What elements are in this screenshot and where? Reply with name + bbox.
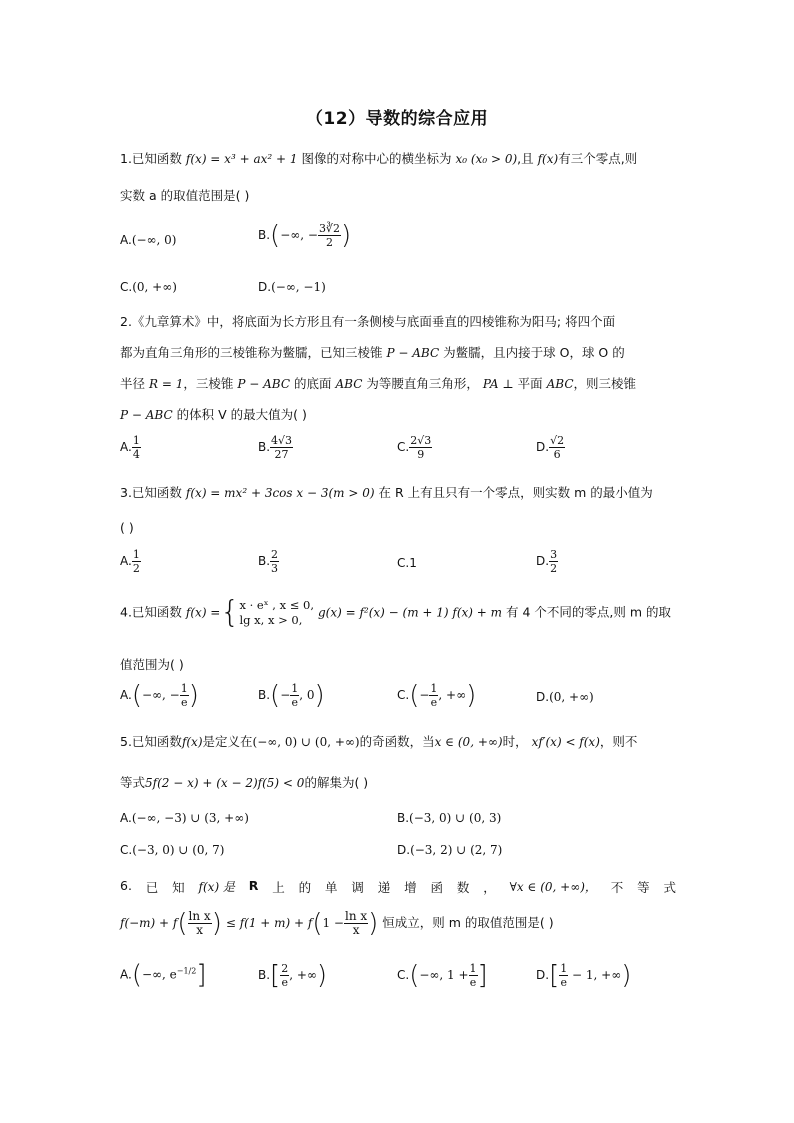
- denominator: x: [196, 923, 203, 937]
- q5-line-1: [120, 732, 637, 750]
- option-value: (−3, 0) ∪ (0, 3): [409, 811, 502, 825]
- fraction: [318, 222, 341, 249]
- q1-option-b[interactable]: [258, 222, 351, 249]
- q5-text: 是定义在: [202, 734, 253, 749]
- q2-text: ，三棱锥: [183, 376, 234, 391]
- paren: (: [409, 680, 420, 711]
- q2-text: 平面: [517, 376, 543, 391]
- q5-fx: f(x): [181, 735, 203, 749]
- option-label: D.: [536, 440, 550, 454]
- q5-text: 的解集为( ): [304, 775, 369, 790]
- denominator: 6: [553, 448, 561, 461]
- q2-option-c[interactable]: [397, 434, 432, 461]
- q2-text: 都为直角三角形的三棱锥称为鳖臑，已知三棱锥: [120, 345, 383, 360]
- bracket: [: [270, 960, 281, 991]
- q4-text: 有 4 个不同的零点,则 m 的取: [506, 604, 672, 620]
- q2-option-d[interactable]: [536, 434, 565, 461]
- option-label: A.: [120, 440, 132, 454]
- fraction: [180, 682, 189, 709]
- q6-word: 上: [272, 880, 285, 895]
- q1-option-c[interactable]: [120, 280, 177, 294]
- option-value: (−∞, −1): [271, 280, 326, 294]
- option-label: A.: [120, 233, 132, 247]
- q2-text: ，则三棱锥: [573, 376, 637, 391]
- option-label: D.: [258, 280, 272, 294]
- option-value: (−3, 2) ∪ (2, 7): [410, 843, 503, 857]
- option-label: D.: [536, 690, 550, 704]
- option-label: B.: [258, 554, 271, 568]
- denominator: e: [180, 696, 188, 709]
- numerator: ln x: [345, 909, 368, 923]
- case-1: x · eˣ , x ≤ 0,: [239, 598, 314, 612]
- exponent: −1/2: [176, 966, 197, 976]
- q5-text: 5.已知函数: [120, 734, 182, 749]
- bracket: ]: [196, 960, 207, 990]
- denominator: 9: [417, 448, 425, 461]
- q2-text: 的底面: [294, 376, 332, 391]
- denominator: e: [291, 696, 299, 709]
- option-value: , 0: [299, 688, 315, 702]
- paren: (: [270, 220, 281, 251]
- paren: (: [312, 908, 323, 939]
- q4-text: 4.已知函数: [120, 604, 182, 620]
- paren: (: [409, 960, 420, 991]
- fraction: [559, 962, 568, 989]
- q4-line-1: [120, 595, 672, 630]
- q5-domain: (−∞, 0) ∪ (0, +∞): [252, 735, 360, 749]
- q3-option-a[interactable]: [120, 548, 141, 575]
- denominator: e: [469, 976, 477, 989]
- denominator: 4: [132, 448, 140, 461]
- denominator: e: [430, 696, 438, 709]
- bracket: [: [549, 960, 560, 991]
- option-value: − 1, +∞: [568, 968, 622, 982]
- q1-function: f(x) = x³ + ax² + 1: [185, 152, 298, 166]
- denominator: 2: [325, 236, 333, 249]
- fraction: [549, 548, 558, 575]
- q5-option-d[interactable]: [397, 843, 502, 857]
- q2-text: 半径: [120, 376, 146, 391]
- option-label: B.: [397, 811, 410, 825]
- option-value: (−∞, 0): [131, 233, 177, 247]
- q2-line-4: [120, 405, 307, 423]
- option-value: −∞, e: [141, 967, 177, 982]
- q5-line-2: [120, 773, 368, 791]
- q6-word: 递: [377, 880, 391, 895]
- q3-text: 在 R 上有且只有一个零点，则实数 m 的最小值为: [378, 485, 653, 500]
- q6-word: 函: [430, 880, 444, 895]
- q4-function: f(x) =: [185, 605, 221, 620]
- q2-line-1: 2.《九章算术》中，将底面为长方形且有一条侧棱与底面垂直的四棱锥称为阳马; 将四个面: [120, 314, 616, 329]
- q6-option-b[interactable]: [258, 962, 327, 989]
- q6-line-1: [120, 878, 676, 896]
- paren: ): [466, 680, 477, 711]
- q1-fx: f(x): [537, 152, 559, 166]
- q3-option-b[interactable]: [258, 548, 279, 575]
- fraction: [188, 910, 212, 937]
- denominator: e: [281, 976, 288, 989]
- fraction: [549, 434, 565, 461]
- paren: (: [131, 960, 142, 990]
- option-label: B.: [258, 228, 271, 242]
- option-label: A.: [120, 811, 132, 825]
- q5-option-b[interactable]: [397, 811, 501, 825]
- q4-option-d[interactable]: [536, 690, 594, 704]
- option-label: C.: [397, 688, 410, 702]
- q3-option-d[interactable]: [536, 548, 558, 575]
- q6-word: 6.: [120, 878, 132, 893]
- q4-g-function: g(x) = f²(x) − (m + 1) f(x) + m: [317, 605, 503, 620]
- q1-x0: x₀ (x₀ > 0): [455, 152, 518, 166]
- q3-text: 3.已知函数: [120, 485, 182, 500]
- numerator: 1: [132, 548, 140, 561]
- option-label: D.: [536, 968, 550, 982]
- option-value: −∞, −: [280, 228, 318, 242]
- q1-option-d[interactable]: [258, 280, 326, 294]
- q2-text: 的体积 V 的最大值为( ): [176, 407, 307, 422]
- q2-option-b[interactable]: [258, 434, 293, 461]
- option-label: C.: [120, 843, 133, 857]
- q2-math: P − ABC: [237, 377, 291, 391]
- q5-text: 等式: [120, 775, 146, 790]
- q6-word: 数: [456, 880, 470, 895]
- q6-word: 式: [663, 880, 676, 895]
- option-value: , +∞: [289, 968, 317, 982]
- q4-option-b[interactable]: [258, 682, 325, 709]
- numerator: 1: [180, 682, 188, 695]
- brace: {: [220, 595, 240, 630]
- q2-math: R = 1: [149, 377, 184, 391]
- case-2: lg x, x > 0,: [239, 613, 303, 627]
- numerator: 4√3: [271, 434, 293, 447]
- q6-word: 已: [145, 880, 159, 895]
- paren: ): [316, 960, 328, 991]
- q6-word: ，: [483, 880, 496, 895]
- q5-inequality-2: 5f(2 − x) + (x − 2)f(5) < 0: [145, 776, 305, 790]
- q2-math: P − ABC: [386, 346, 440, 360]
- option-label: A.: [120, 554, 132, 568]
- q4-line-2: 值范围为( ): [120, 657, 184, 672]
- option-label: C.: [397, 968, 410, 982]
- numerator: 2: [271, 548, 279, 561]
- fraction: [409, 434, 432, 461]
- q1-option-a[interactable]: [120, 233, 177, 247]
- fraction: [132, 548, 141, 575]
- q6-word: 增: [404, 880, 417, 895]
- fraction: [270, 434, 293, 461]
- q6-word: R: [248, 878, 259, 893]
- fraction: [280, 962, 289, 989]
- paren: ): [314, 680, 325, 711]
- option-label: C.: [120, 280, 133, 294]
- denominator: x: [352, 923, 360, 937]
- q6-word: 不: [610, 880, 624, 895]
- option-value: (0, +∞): [132, 280, 177, 294]
- numerator: 1: [291, 682, 299, 695]
- q6-math: f(−m) + f: [120, 916, 178, 930]
- q2-option-a[interactable]: [120, 434, 141, 461]
- numerator: 2: [281, 962, 289, 975]
- q6-word: ∀x ∈ (0, +∞)，: [509, 880, 597, 894]
- q6-math: 1 −: [322, 916, 344, 930]
- fraction: [132, 434, 141, 461]
- numerator: 1: [560, 962, 568, 975]
- denominator: 3: [271, 562, 279, 575]
- paren: (: [131, 680, 142, 711]
- q6-option-a[interactable]: [120, 962, 206, 988]
- q2-math: PA ⊥: [482, 377, 514, 391]
- denominator: e: [560, 976, 567, 989]
- q5-inequality: xf′(x) < f(x): [531, 735, 600, 749]
- option-value: −∞, 1 +: [419, 968, 469, 982]
- q6-word: 的: [298, 880, 312, 895]
- numerator: 2√3: [410, 434, 432, 447]
- option-value: −: [419, 688, 430, 702]
- numerator: 1: [430, 682, 438, 695]
- q6-word: 单: [325, 880, 338, 895]
- q2-text: 为等腰直角三角形，: [366, 376, 479, 391]
- q6-word: 等: [637, 880, 650, 895]
- q6-option-c[interactable]: [397, 962, 488, 989]
- q2-line-2: [120, 343, 625, 361]
- denominator: 27: [274, 448, 289, 461]
- bracket: ]: [477, 960, 488, 991]
- numerator: 1: [469, 962, 477, 975]
- option-value: (−3, 0) ∪ (0, 7): [132, 843, 225, 857]
- fraction: [469, 962, 478, 989]
- numerator: ln x: [188, 909, 211, 923]
- option-label: C.: [397, 440, 410, 454]
- paren: ): [340, 220, 352, 251]
- denominator: 2: [550, 562, 558, 575]
- q2-math: ABC: [335, 377, 363, 391]
- paren: (: [177, 908, 188, 939]
- option-value: , +∞: [438, 688, 467, 702]
- option-label: C.1: [397, 556, 417, 570]
- paren: (: [270, 680, 281, 711]
- option-label: D.: [536, 554, 550, 568]
- q6-word: f(x) 是: [198, 880, 235, 894]
- q5-text: 的奇函数，当: [359, 734, 435, 749]
- numerator: 1: [132, 434, 140, 447]
- paren: ): [368, 908, 379, 939]
- option-label: B.: [258, 968, 271, 982]
- q3-line-1: [120, 483, 653, 501]
- numerator: 3∛2: [318, 222, 340, 235]
- option-label: D.: [397, 843, 411, 857]
- q5-text: 时，: [502, 734, 528, 749]
- q2-line-3: [120, 374, 636, 392]
- fraction: [344, 910, 368, 937]
- q1-line-2: 实数 a 的取值范围是( ): [120, 188, 250, 203]
- q2-text: 为鳖臑，且内接于球 O，球 O 的: [443, 345, 625, 360]
- numerator: √2: [550, 434, 565, 447]
- q1-line-1: [120, 149, 637, 167]
- option-label: B.: [258, 440, 271, 454]
- page-title: （12）导数的综合应用: [305, 109, 489, 129]
- paren: ): [188, 680, 199, 711]
- q5-option-a[interactable]: [120, 811, 249, 825]
- q4-option-c[interactable]: [397, 682, 476, 709]
- option-value: −∞, −: [141, 688, 180, 702]
- q6-word: 知: [172, 880, 185, 895]
- option-value: (−∞, −3) ∪ (3, +∞): [131, 811, 249, 825]
- q3-function: f(x) = mx² + 3cos x − 3(m > 0): [185, 486, 375, 500]
- fraction: [270, 548, 279, 575]
- q6-math: ≤ f(1 + m) + f: [225, 916, 313, 930]
- paren: ): [211, 908, 222, 939]
- q6-option-d[interactable]: [536, 962, 631, 989]
- q1-text: ,且: [517, 151, 534, 166]
- q4-option-a[interactable]: [120, 682, 199, 709]
- q4-cases: [239, 598, 314, 628]
- q5-text: ，则不: [599, 734, 638, 749]
- q1-text: 1.已知函数: [120, 151, 182, 166]
- option-label: A.: [120, 688, 132, 702]
- paren: ): [621, 960, 632, 991]
- q2-math: ABC: [546, 377, 574, 391]
- q5-option-c[interactable]: [120, 843, 224, 857]
- q6-text: 恒成立，则 m 的取值范围是( ): [382, 915, 554, 930]
- option-label: A.: [120, 967, 132, 982]
- option-value: (0, +∞): [549, 690, 594, 704]
- option-value: −: [280, 688, 291, 702]
- fraction: [290, 682, 299, 709]
- denominator: 2: [132, 562, 140, 575]
- q2-math: P − ABC: [120, 408, 173, 422]
- option-label: B.: [258, 688, 271, 702]
- q3-option-c[interactable]: [397, 556, 417, 570]
- numerator: 3: [550, 548, 558, 561]
- q6-word: 调: [351, 880, 364, 895]
- q1-text: 图像的对称中心的横坐标为: [301, 151, 452, 166]
- q6-line-2: [120, 910, 554, 937]
- q1-text: 有三个零点,则: [558, 151, 638, 166]
- q3-line-2: ( ): [120, 520, 134, 535]
- q5-x-range: x ∈ (0, +∞): [434, 735, 503, 749]
